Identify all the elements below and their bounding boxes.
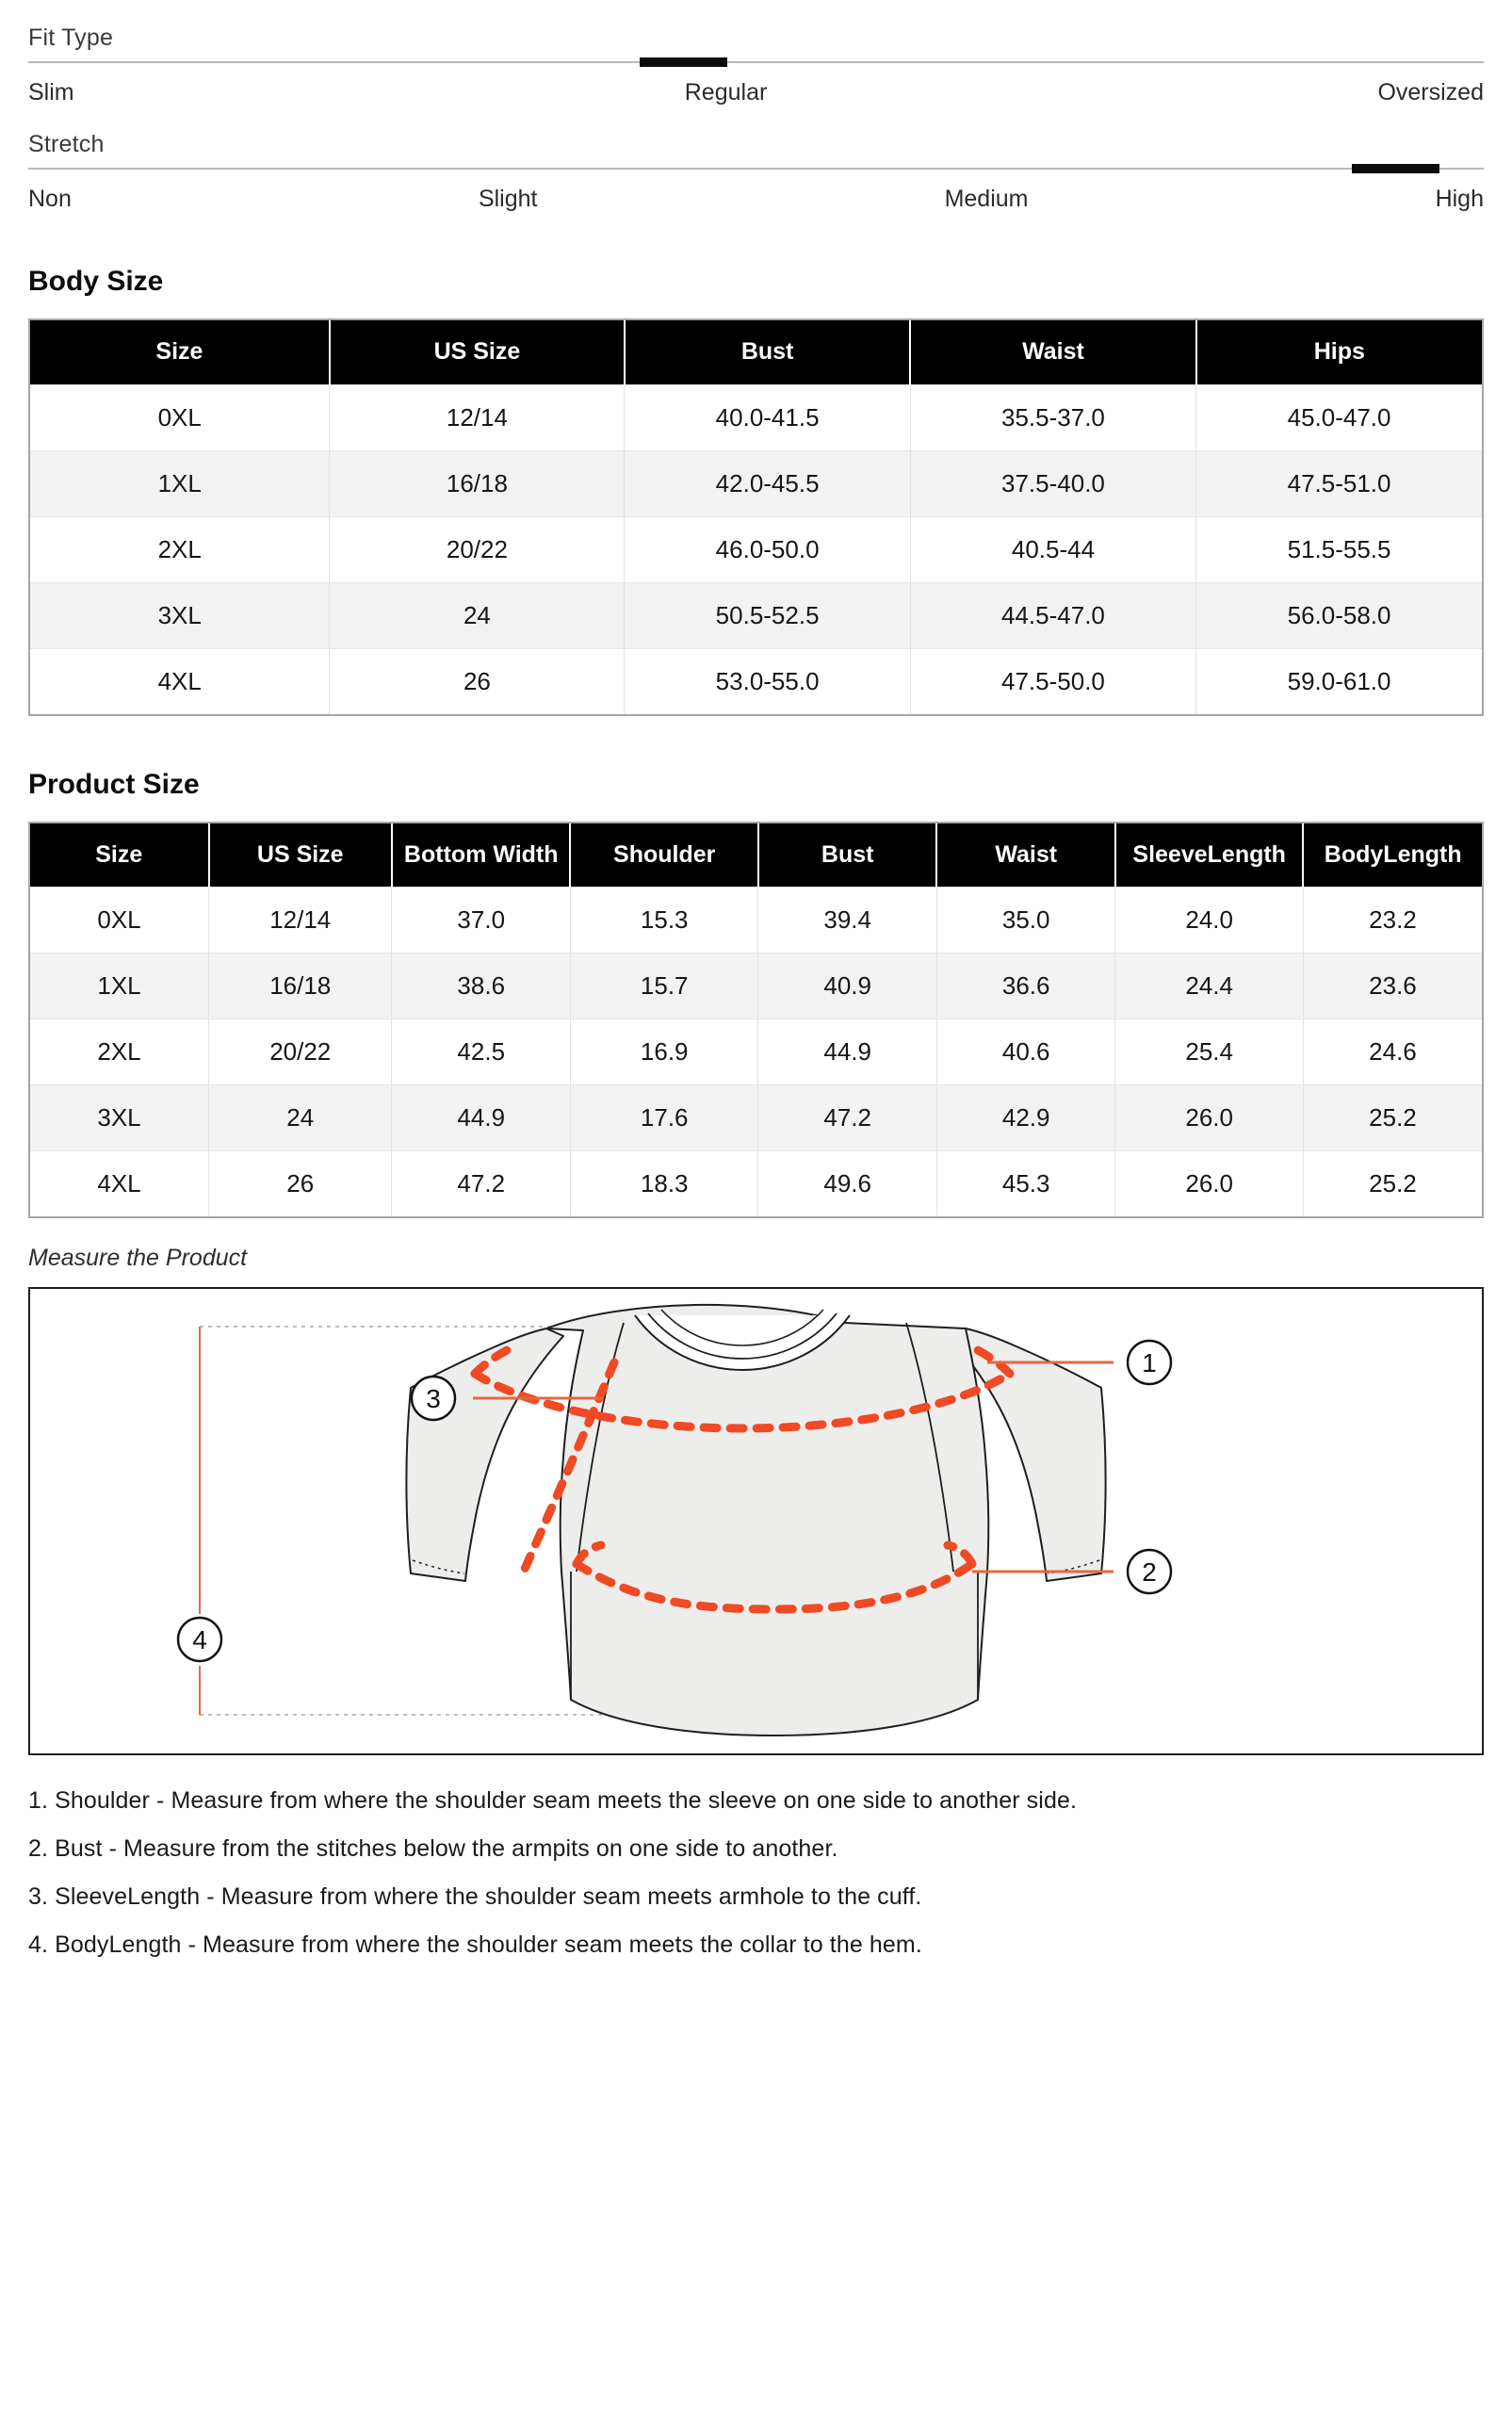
column-header: Bust [625,320,910,384]
table-cell: 53.0-55.0 [625,648,910,714]
table-cell: 1XL [30,450,330,516]
table-cell: 24 [209,1085,392,1151]
table-cell: 3XL [30,582,330,648]
stretch-labels [28,170,1484,213]
table-cell: 40.0-41.5 [625,384,910,450]
body-size-table-wrapper [28,318,1484,716]
table-row [30,450,1482,516]
table-row [30,1019,1482,1085]
fit-type-labels [28,63,1484,106]
fit-type-title: Fit Type [28,24,114,51]
stretch-thumb[interactable] [1352,164,1439,173]
table-cell: 40.6 [936,1019,1115,1085]
table-cell: 17.6 [570,1085,757,1151]
table-cell: 20/22 [209,1019,392,1085]
table-cell: 24.4 [1115,953,1303,1019]
callout-3 [412,1377,455,1420]
note-sleevelength: 3. SleeveLength - Measure from where the shoulder seam meets armhole to the cuff. [28,1883,922,1910]
table-body [30,384,1482,714]
table-cell: 35.5-37.0 [910,384,1195,450]
stretch-meter [28,106,1484,213]
table-cell: 56.0-58.0 [1196,582,1482,648]
table-cell: 42.9 [936,1085,1115,1151]
table-cell: 0XL [30,384,330,450]
stretch-label-slight: Slight [478,186,538,212]
table-cell: 12/14 [330,384,625,450]
table-cell: 47.2 [392,1151,571,1217]
stretch-title: Stretch [28,131,105,157]
column-header: SleeveLength [1115,823,1303,888]
table-row [30,648,1482,714]
table-cell: 24.6 [1303,1019,1482,1085]
table-cell: 44.9 [758,1019,937,1085]
body-size-table [30,320,1482,714]
table-cell: 51.5-55.5 [1196,516,1482,582]
measurement-notes [28,1787,1484,1980]
callout-2-label: 2 [1142,1557,1157,1587]
fit-label-regular: Regular [684,79,768,106]
column-header: Hips [1196,320,1482,384]
table-cell: 18.3 [570,1151,757,1217]
table-cell: 2XL [30,516,330,582]
column-header: Shoulder [570,823,757,888]
callout-1-label: 1 [1142,1348,1157,1377]
table-cell: 36.6 [936,953,1115,1019]
callout-3-label: 3 [426,1384,441,1413]
table-cell: 39.4 [758,888,937,953]
stretch-label-non: Non [28,186,72,212]
table-cell: 26.0 [1115,1085,1303,1151]
table-cell: 16/18 [209,953,392,1019]
table-cell: 24 [330,582,625,648]
table-cell: 3XL [30,1085,209,1151]
fit-label-oversized: Oversized [1377,79,1484,106]
fit-type-track[interactable] [28,61,1484,63]
callout-4-label: 4 [192,1625,207,1654]
table-cell: 42.0-45.5 [625,450,910,516]
note-shoulder: 1. Shoulder - Measure from where the shoulder seam meets the sleeve on one side to another side. [28,1787,1077,1814]
table-cell: 40.9 [758,953,937,1019]
table-cell: 45.0-47.0 [1196,384,1482,450]
stretch-track[interactable] [28,168,1484,170]
table-cell: 38.6 [392,953,571,1019]
table-cell: 47.2 [758,1085,937,1151]
table-cell: 45.3 [936,1151,1115,1217]
table-row [30,953,1482,1019]
column-header: Size [30,823,209,888]
stretch-label-high: High [1435,186,1484,212]
fit-type-meter [28,0,1484,106]
column-header: BodyLength [1303,823,1482,888]
column-header: US Size [330,320,625,384]
table-cell: 15.3 [570,888,757,953]
table-cell: 47.5-50.0 [910,648,1195,714]
column-header: Bust [758,823,937,888]
table-cell: 59.0-61.0 [1196,648,1482,714]
table-cell: 49.6 [758,1151,937,1217]
table-cell: 15.7 [570,953,757,1019]
table-cell: 1XL [30,953,209,1019]
table-header-row [30,823,1482,888]
fit-type-thumb[interactable] [640,57,727,67]
table-cell: 42.5 [392,1019,571,1085]
column-header: Size [30,320,330,384]
column-header: Waist [936,823,1115,888]
table-cell: 37.5-40.0 [910,450,1195,516]
body-size-title: Body Size [28,266,164,297]
table-row [30,384,1482,450]
table-cell: 4XL [30,1151,209,1217]
column-header: Bottom Width [392,823,571,888]
table-cell: 46.0-50.0 [625,516,910,582]
table-cell: 23.6 [1303,953,1482,1019]
note-bust: 2. Bust - Measure from the stitches below the armpits on one side to another. [28,1835,838,1862]
product-size-table-wrapper [28,822,1484,1219]
table-cell: 0XL [30,888,209,953]
table-row [30,1085,1482,1151]
table-body [30,888,1482,1217]
table-cell: 24.0 [1115,888,1303,953]
table-cell: 47.5-51.0 [1196,450,1482,516]
table-cell: 2XL [30,1019,209,1085]
table-row [30,516,1482,582]
table-row [30,1151,1482,1217]
note-bodylength: 4. BodyLength - Measure from where the shoulder seam meets the collar to the hem. [28,1931,922,1958]
table-header-row [30,320,1482,384]
table-cell: 4XL [30,648,330,714]
stretch-label-medium: Medium [944,186,1029,212]
table-cell: 50.5-52.5 [625,582,910,648]
table-row [30,888,1482,953]
callout-1 [1128,1341,1171,1384]
table-cell: 12/14 [209,888,392,953]
table-cell: 37.0 [392,888,571,953]
table-cell: 44.9 [392,1085,571,1151]
column-header: Waist [910,320,1195,384]
measurement-diagram [28,1287,1484,1755]
table-cell: 25.2 [1303,1151,1482,1217]
column-header: US Size [209,823,392,888]
table-cell: 35.0 [936,888,1115,953]
table-cell: 44.5-47.0 [910,582,1195,648]
table-cell: 26 [209,1151,392,1217]
table-cell: 23.2 [1303,888,1482,953]
table-cell: 26.0 [1115,1151,1303,1217]
product-size-table [30,823,1482,1217]
measure-caption: Measure the Product [28,1245,248,1271]
table-cell: 40.5-44 [910,516,1195,582]
fit-label-slim: Slim [28,79,74,106]
table-cell: 16/18 [330,450,625,516]
callout-2 [1128,1550,1171,1593]
table-cell: 16.9 [570,1019,757,1085]
table-cell: 26 [330,648,625,714]
table-cell: 25.2 [1303,1085,1482,1151]
table-row [30,582,1482,648]
table-cell: 20/22 [330,516,625,582]
product-size-title: Product Size [28,768,200,800]
garment-illustration [30,1289,1482,1753]
table-cell: 25.4 [1115,1019,1303,1085]
callout-4 [178,1618,221,1661]
